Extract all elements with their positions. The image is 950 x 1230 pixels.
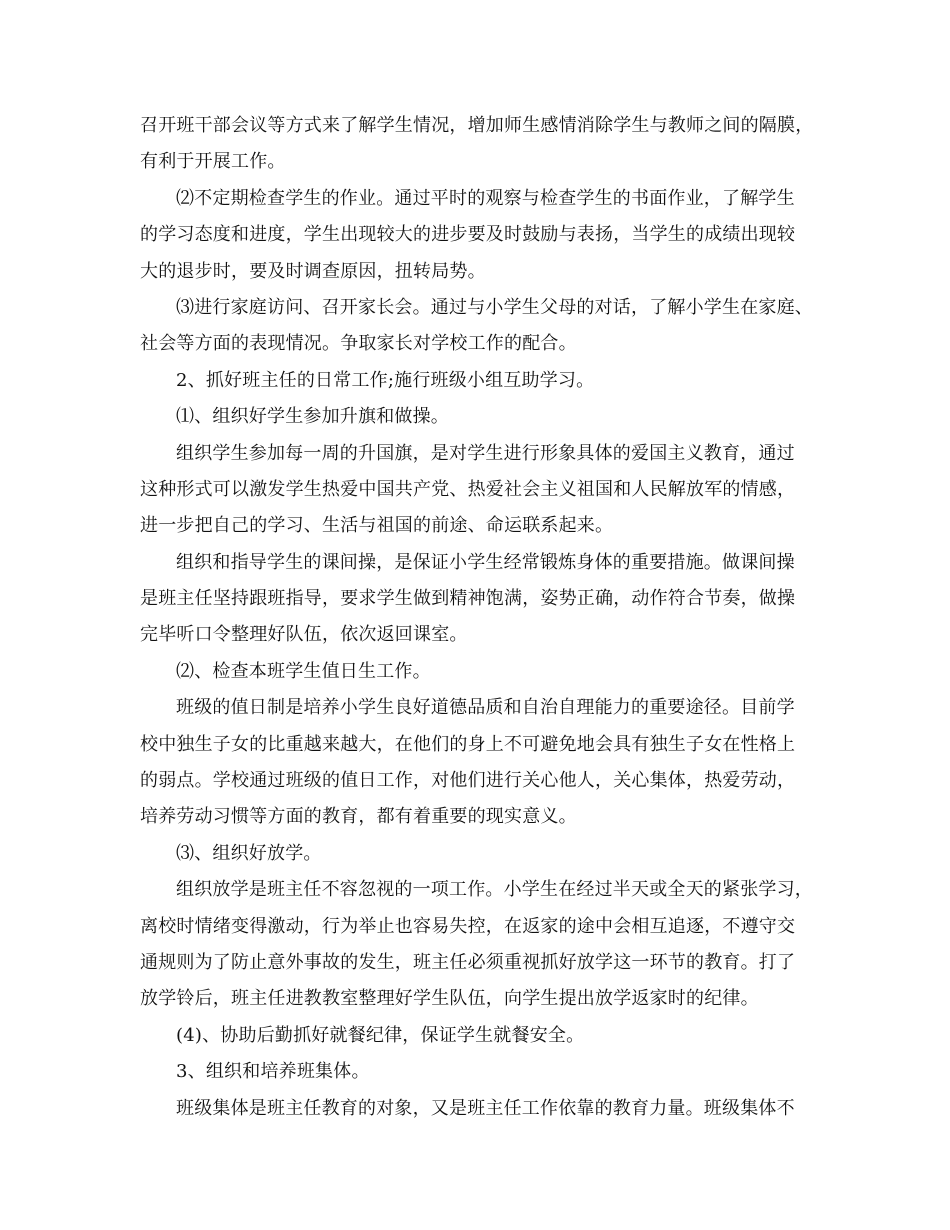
text-line: 离校时情绪变得激动，行为举止也容易失控，在返家的途中会相互追逐，不遵守交 [140, 915, 796, 937]
section-heading: 3、组织和培养班集体。 [176, 1061, 370, 1083]
document-body [140, 108, 820, 1127]
text-line: 是班主任坚持跟班指导，要求学生做到精神饱满，姿势正确，动作符合节奏，做操 [140, 588, 796, 610]
text-line: 有利于开展工作。 [140, 151, 286, 173]
text-line: 社会等方面的表现情况。争取家长对学校工作的配合。 [140, 333, 577, 355]
text-line: 这种形式可以激发学生热爱中国共产党、热爱社会主义祖国和人民解放军的情感， [140, 478, 796, 500]
text-line: 班级集体是班主任教育的对象，又是班主任工作依靠的教育力量。班级集体不 [176, 1097, 795, 1119]
text-line: 组织和指导学生的课间操，是保证小学生经常锻炼身体的重要措施。做课间操 [176, 551, 795, 573]
text-line: 的弱点。学校通过班级的值日工作，对他们进行关心他人，关心集体，热爱劳动， [140, 770, 796, 792]
subsection-heading: ⑵、检查本班学生值日生工作。 [176, 660, 431, 682]
text-line: 校中独生子女的比重越来越大，在他们的身上不可避免地会具有独生子女在性格上 [140, 733, 796, 755]
text-line: 班级的值日制是培养小学生良好道德品质和自治自理能力的重要途径。目前学 [176, 697, 795, 719]
text-line: 组织学生参加每一周的升国旗，是对学生进行形象具体的爱国主义教育，通过 [176, 442, 795, 464]
text-line: ⑵不定期检查学生的作业。通过平时的观察与检查学生的书面作业，了解学生 [176, 187, 795, 209]
text-line: ⑶进行家庭访问、召开家长会。通过与小学生父母的对话，了解小学生在家庭、 [176, 296, 813, 318]
text-line: 的学习态度和进度，学生出现较大的进步要及时鼓励与表扬，当学生的成绩出现较 [140, 224, 796, 246]
text-line: 放学铃后，班主任进教教室整理好学生队伍，向学生提出放学返家时的纪律。 [140, 988, 759, 1010]
text-line: 培养劳动习惯等方面的教育，都有着重要的现实意义。 [140, 806, 577, 828]
text-line: 通规则为了防止意外事故的发生，班主任必须重视抓好放学这一环节的教育。打了 [140, 951, 796, 973]
text-line: 进一步把自己的学习、生活与祖国的前途、命运联系起来。 [140, 515, 614, 537]
text-line: 召开班干部会议等方式来了解学生情况，增加师生感情消除学生与教师之间的隔膜， [140, 115, 814, 136]
text-line: 完毕听口令整理好队伍，依次返回课室。 [140, 624, 468, 646]
subsection-heading: (4)、协助后勤抓好就餐纪律，保证学生就餐安全。 [176, 1024, 585, 1046]
text-line: 组织放学是班主任不容忽视的一项工作。小学生在经过半天或全天的紧张学习， [176, 879, 813, 901]
section-heading: 2、抓好班主任的日常工作;施行班级小组互助学习。 [176, 369, 595, 391]
text-line: 大的退步时，要及时调查原因，扭转局势。 [140, 260, 486, 282]
subsection-heading: ⑴、组织好学生参加升旗和做操。 [176, 406, 449, 428]
subsection-heading: ⑶、组织好放学。 [176, 842, 322, 864]
